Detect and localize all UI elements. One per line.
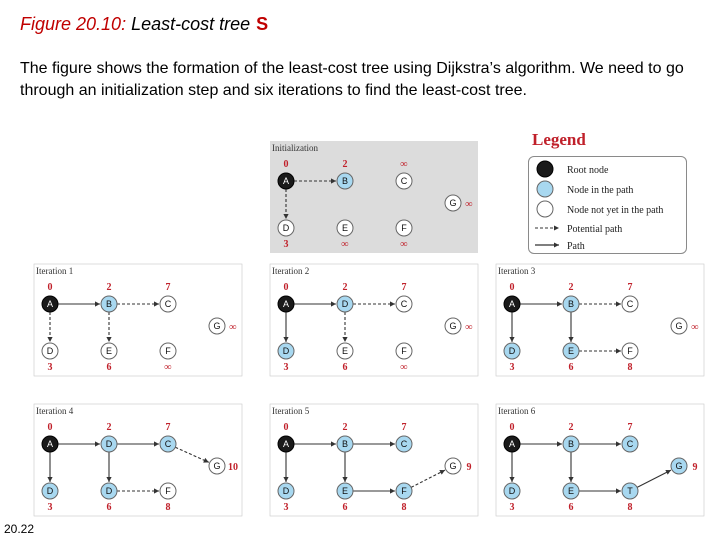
panel-border — [496, 264, 704, 376]
node-label: C — [164, 439, 172, 450]
graph-iteration-3 — [496, 264, 704, 376]
node-label: A — [282, 299, 290, 310]
node-label: C — [164, 299, 172, 310]
notyet-node-swatch — [537, 201, 553, 217]
panel-border — [496, 404, 704, 516]
panel-iteration-4 — [34, 404, 242, 516]
graph-iteration-6 — [496, 404, 704, 516]
node-label: E — [567, 486, 575, 497]
node-label: C — [626, 299, 634, 310]
node-label: F — [401, 346, 407, 357]
node-distance: 2 — [106, 282, 112, 293]
node-distance: 2 — [568, 422, 574, 433]
node-distance: 0 — [47, 422, 53, 433]
node-distance: 6 — [106, 502, 112, 513]
panel-border — [270, 404, 478, 516]
node-distance: 2 — [342, 282, 348, 293]
node-label: C — [400, 439, 408, 450]
node-distance: 8 — [627, 362, 633, 373]
node-distance: ∞ — [691, 322, 699, 333]
node-distance: 8 — [627, 502, 633, 513]
node-distance: 3 — [283, 239, 289, 250]
node-label: D — [341, 299, 349, 310]
panel-title: Iteration 3 — [498, 266, 536, 276]
node-label: C — [400, 299, 408, 310]
legend-label-path: Path — [567, 241, 585, 252]
title-suffix: S — [256, 14, 269, 34]
node-distance: 2 — [342, 159, 348, 170]
panel-background — [270, 141, 478, 253]
node-label: C — [626, 439, 634, 450]
node-distance: 7 — [401, 282, 407, 293]
slide-number: 20.22 — [4, 522, 35, 536]
node-distance: ∞ — [164, 362, 172, 373]
node-label: G — [449, 461, 457, 472]
node-distance: ∞ — [341, 239, 349, 250]
graph-iteration-4 — [34, 404, 242, 516]
slide-description: The figure shows the formation of the least-cost tree using Dijkstra’s algorithm. We need to go through an initialization step and six iterations to find the least-cost tree. — [20, 60, 684, 99]
node-label: G — [449, 321, 457, 332]
node-label: F — [165, 346, 171, 357]
figure-number: Figure 20.10: — [20, 14, 127, 34]
panel-title: Iteration 1 — [36, 266, 74, 276]
node-label: D — [282, 223, 290, 234]
graph-iteration-2 — [270, 264, 478, 376]
legend-notyet-node — [537, 201, 663, 217]
node-label: F — [165, 486, 171, 497]
panel-border — [34, 404, 242, 516]
node-distance: 6 — [342, 502, 348, 513]
node-distance: 0 — [283, 422, 289, 433]
potential-arrowhead — [554, 226, 559, 231]
node-label: A — [282, 439, 290, 450]
node-distance: 7 — [401, 422, 407, 433]
node-distance: 0 — [47, 282, 53, 293]
node-distance: ∞ — [229, 322, 237, 333]
node-label: D — [46, 346, 54, 357]
node-label: B — [105, 299, 113, 310]
node-label: B — [567, 439, 575, 450]
path-arrowhead — [554, 243, 559, 248]
node-label: E — [105, 346, 113, 357]
node-distance: 3 — [509, 362, 515, 373]
node-label: A — [282, 176, 290, 187]
node-distance: 7 — [627, 422, 633, 433]
node-label: G — [675, 461, 683, 472]
node-distance: 6 — [342, 362, 348, 373]
legend-root-node — [537, 161, 609, 177]
panel-iteration-1 — [34, 264, 242, 376]
node-distance: 2 — [106, 422, 112, 433]
node-distance: 2 — [568, 282, 574, 293]
node-distance: 0 — [283, 282, 289, 293]
node-distance: 0 — [283, 159, 289, 170]
slide-title — [20, 14, 268, 35]
node-distance: 2 — [342, 422, 348, 433]
panel-iteration-6 — [496, 404, 704, 516]
panel-border — [34, 264, 242, 376]
node-label: E — [341, 346, 349, 357]
node-distance: 3 — [283, 502, 289, 513]
panel-title: Iteration 6 — [498, 406, 536, 416]
node-label: A — [46, 299, 54, 310]
node-distance: 3 — [47, 362, 53, 373]
node-distance: ∞ — [465, 199, 473, 210]
node-distance: 10 — [228, 462, 238, 473]
node-label: F — [627, 346, 633, 357]
legend — [528, 156, 687, 254]
panel-iteration-3 — [496, 264, 704, 376]
panel-title: Initialization — [272, 143, 318, 153]
node-label: D — [508, 486, 516, 497]
graph-iteration-5 — [270, 404, 478, 516]
node-label: A — [508, 439, 516, 450]
panel-iteration-5 — [270, 404, 478, 516]
legend-label-root: Root node — [567, 165, 609, 176]
node-label: D — [282, 486, 290, 497]
panel-border — [270, 264, 478, 376]
node-label: E — [567, 346, 575, 357]
node-label: G — [449, 198, 457, 209]
graph-initialization — [270, 141, 478, 253]
legend-potential-path — [535, 224, 622, 235]
node-label: B — [341, 439, 349, 450]
legend-title: Legend — [532, 130, 586, 149]
legend-path — [535, 241, 585, 252]
node-label: B — [567, 299, 575, 310]
node-distance: ∞ — [400, 362, 408, 373]
node-distance: 8 — [165, 502, 171, 513]
node-label: E — [341, 486, 349, 497]
node-distance: 0 — [509, 282, 515, 293]
node-distance: 7 — [165, 422, 171, 433]
figure-caption: Least-cost tree — [131, 14, 251, 34]
node-distance: 8 — [401, 502, 407, 513]
panel-title: Iteration 4 — [36, 406, 74, 416]
node-label: A — [508, 299, 516, 310]
node-distance: 0 — [509, 422, 515, 433]
node-label: D — [105, 486, 113, 497]
node-distance: ∞ — [400, 239, 408, 250]
node-distance: 9 — [692, 462, 698, 473]
node-label: T — [627, 486, 633, 497]
panel-initialization — [270, 141, 478, 253]
panel-title: Iteration 2 — [272, 266, 310, 276]
node-label: G — [213, 321, 221, 332]
node-distance: 9 — [466, 462, 472, 473]
node-distance: 3 — [47, 502, 53, 513]
node-label: F — [401, 223, 407, 234]
legend-path-node — [537, 181, 633, 197]
root-node-swatch — [537, 161, 553, 177]
node-label: F — [401, 486, 407, 497]
legend-label-inpath: Node in the path — [567, 185, 634, 196]
node-distance: ∞ — [400, 159, 408, 170]
node-distance: ∞ — [465, 322, 473, 333]
panel-iteration-2 — [270, 264, 478, 376]
node-distance: 3 — [283, 362, 289, 373]
legend-label-potential: Potential path — [567, 224, 623, 235]
panel-title: Iteration 5 — [272, 406, 310, 416]
node-distance: 7 — [627, 282, 633, 293]
node-label: B — [341, 176, 349, 187]
node-label: D — [282, 346, 290, 357]
node-label: D — [105, 439, 113, 450]
node-distance: 6 — [106, 362, 112, 373]
graph-iteration-1 — [34, 264, 242, 376]
node-distance: 6 — [568, 502, 574, 513]
node-distance: 3 — [509, 502, 515, 513]
node-label: D — [46, 486, 54, 497]
legend-items — [529, 157, 686, 253]
node-label: D — [508, 346, 516, 357]
node-label: A — [46, 439, 54, 450]
node-label: C — [400, 176, 408, 187]
node-label: G — [213, 461, 221, 472]
node-label: E — [341, 223, 349, 234]
legend-label-notyet: Node not yet in the path — [567, 205, 664, 216]
node-label: G — [675, 321, 683, 332]
path-node-swatch — [537, 181, 553, 197]
node-distance: 7 — [165, 282, 171, 293]
node-distance: 6 — [568, 362, 574, 373]
